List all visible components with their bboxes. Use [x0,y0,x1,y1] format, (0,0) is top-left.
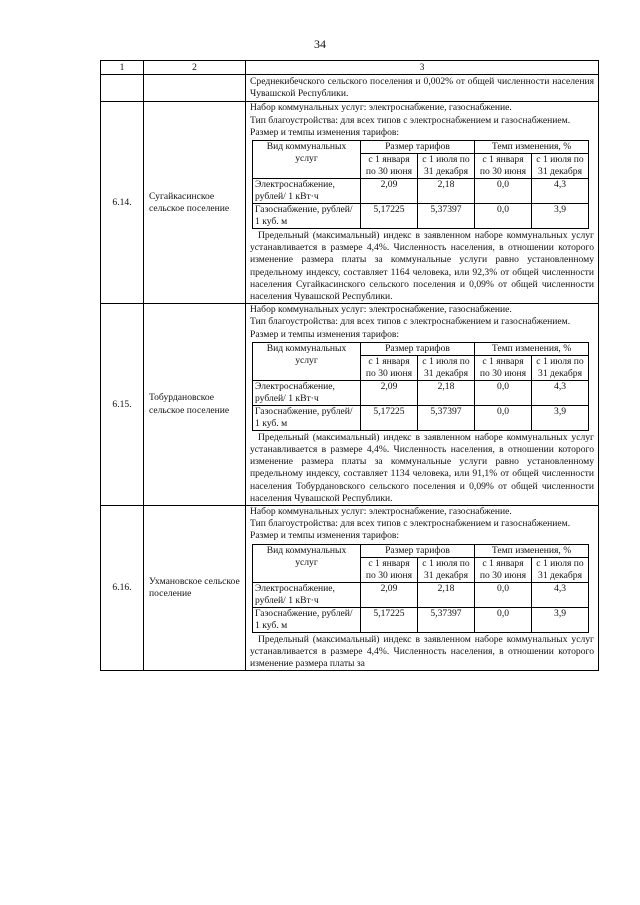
entry-number: 6.14. [101,102,144,304]
index-note: Предельный (максимальный) индекс в заявленном наборе коммунальных услуг устанавливается в размере 4,4%. Численность населения, в отношении которого изменение размера платы за коммунальные услуги равно установленному предельному индексу, составляет 1164 человека, или 92,3% от общей численности населения Сугайкасинского сельского поселения и 0,09% от общей численности населения Чувашской Республики. [250,230,594,303]
header-col-3: 3 [246,61,599,75]
type-text: Тип благоустройства: для всех типов с электроснабжением и газоснабжением. [250,316,571,328]
tariff-head-period-3: с 1 января по 30 июня [475,557,532,582]
tariff-head-period-4: с 1 июля по 31 декабря [532,355,589,380]
settlement-name: Ухмановское сельское поселение [144,506,246,671]
tariff-value: 0,0 [475,179,532,204]
tariff-head-period-4: с 1 июля по 31 декабря [532,154,589,179]
type-text: Тип благоустройства: для всех типов с электроснабжением и газоснабжением. [250,518,571,530]
tariff-value: 5,17225 [361,204,418,229]
tariff-head-period-4: с 1 июля по 31 декабря [532,557,589,582]
index-note: Предельный (максимальный) индекс в заявленном наборе коммунальных услуг устанавливается в размере 4,4%. Численность населения, в отношении которого изменение размера платы за [250,633,594,670]
entry-content [246,304,599,506]
services-text: Набор коммунальных услуг: электроснабжение, газоснабжение. [250,506,512,518]
tariff-head-period-2: с 1 июля по 31 декабря [418,355,475,380]
entry-row [101,506,599,671]
tariff-head-kind: Вид коммунальных услуг [253,141,361,179]
settlement-name: Сугайкасинское сельское поселение [144,102,246,304]
tariff-value: 4,3 [532,380,589,405]
entry-content [246,506,599,671]
tariff-row [253,405,589,430]
tariff-service: Электроснабжение, рублей/ 1 кВт·ч [253,380,361,405]
tariff-value: 0,0 [475,607,532,632]
tariff-row [253,380,589,405]
tariff-table [252,140,589,229]
tariff-service: Газоснабжение, рублей/ 1 куб. м [253,204,361,229]
type-text: Тип благоустройства: для всех типов с электроснабжением и газоснабжением. [250,114,571,126]
entry-row [101,102,599,304]
tariff-head-kind: Вид коммунальных услуг [253,544,361,582]
services-text: Набор коммунальных услуг: электроснабжение, газоснабжение. [250,102,512,114]
entry-content [246,102,599,304]
tariff-value: 4,3 [532,179,589,204]
tariff-value: 2,18 [418,380,475,405]
tariff-value: 0,0 [475,380,532,405]
tariff-head-kind: Вид коммунальных услуг [253,342,361,380]
continuation-text: Среднекибечского сельского поселения и 0,002% от общей численности населения Чувашской Республики. [246,75,599,102]
tariff-value: 0,0 [475,405,532,430]
tariff-service: Электроснабжение, рублей/ 1 кВт·ч [253,582,361,607]
settlement-name: Тобурдановское сельское поселение [144,304,246,506]
entry-row [101,304,599,506]
tariff-table [252,544,589,633]
tariff-value: 3,9 [532,607,589,632]
tariff-value: 5,37397 [418,607,475,632]
tariff-head-rate: Темп изменения, % [475,141,589,154]
tariff-value: 5,17225 [361,405,418,430]
header-col-2: 2 [144,61,246,75]
tariff-title: Размер и темпы изменения тарифов: [250,530,400,542]
index-note: Предельный (максимальный) индекс в заявленном наборе коммунальных услуг устанавливается в размере 4,4%. Численность населения, в отношении которого изменение размера платы за коммунальные услуги равно установленному предельному индексу, составляет 1134 человека, или 91,1% от общей численности населения Тобурдановского сельского поселения и 0,09% от общей численности населения Чувашской Республики. [250,431,594,504]
tariff-head-size: Размер тарифов [361,141,475,154]
header-row [101,61,599,75]
tariff-title: Размер и темпы изменения тарифов: [250,126,400,138]
tariff-row [253,582,589,607]
tariff-value: 3,9 [532,405,589,430]
page-number: 34 [314,37,326,51]
tariff-head-size: Размер тарифов [361,342,475,355]
tariff-row [253,607,589,632]
main-table [100,60,599,671]
header-col-1: 1 [101,61,144,75]
tariff-value: 5,37397 [418,405,475,430]
tariff-head-period-3: с 1 января по 30 июня [475,355,532,380]
tariff-row [253,179,589,204]
tariff-row [253,204,589,229]
tariff-head-period-3: с 1 января по 30 июня [475,154,532,179]
tariff-head-period-2: с 1 июля по 31 декабря [418,557,475,582]
entry-number: 6.15. [101,304,144,506]
tariff-table [252,342,589,431]
tariff-value: 0,0 [475,582,532,607]
tariff-head-period-1: с 1 января по 30 июня [361,557,418,582]
tariff-value: 2,18 [418,582,475,607]
tariff-value: 0,0 [475,204,532,229]
tariff-title: Размер и темпы изменения тарифов: [250,328,400,340]
tariff-head-period-2: с 1 июля по 31 декабря [418,154,475,179]
tariff-service: Газоснабжение, рублей/ 1 куб. м [253,607,361,632]
tariff-value: 2,18 [418,179,475,204]
continuation-row [101,75,599,102]
tariff-value: 5,37397 [418,204,475,229]
tariff-head-rate: Темп изменения, % [475,544,589,557]
services-text: Набор коммунальных услуг: электроснабжение, газоснабжение. [250,304,512,316]
tariff-head-rate: Темп изменения, % [475,342,589,355]
tariff-value: 5,17225 [361,607,418,632]
tariff-value: 2,09 [361,380,418,405]
tariff-head-period-1: с 1 января по 30 июня [361,355,418,380]
tariff-value: 2,09 [361,582,418,607]
tariff-head-size: Размер тарифов [361,544,475,557]
tariff-service: Газоснабжение, рублей/ 1 куб. м [253,405,361,430]
tariff-value: 2,09 [361,179,418,204]
tariff-value: 3,9 [532,204,589,229]
tariff-head-period-1: с 1 января по 30 июня [361,154,418,179]
tariff-service: Электроснабжение, рублей/ 1 кВт·ч [253,179,361,204]
entry-number: 6.16. [101,506,144,671]
tariff-value: 4,3 [532,582,589,607]
entries [101,102,599,671]
